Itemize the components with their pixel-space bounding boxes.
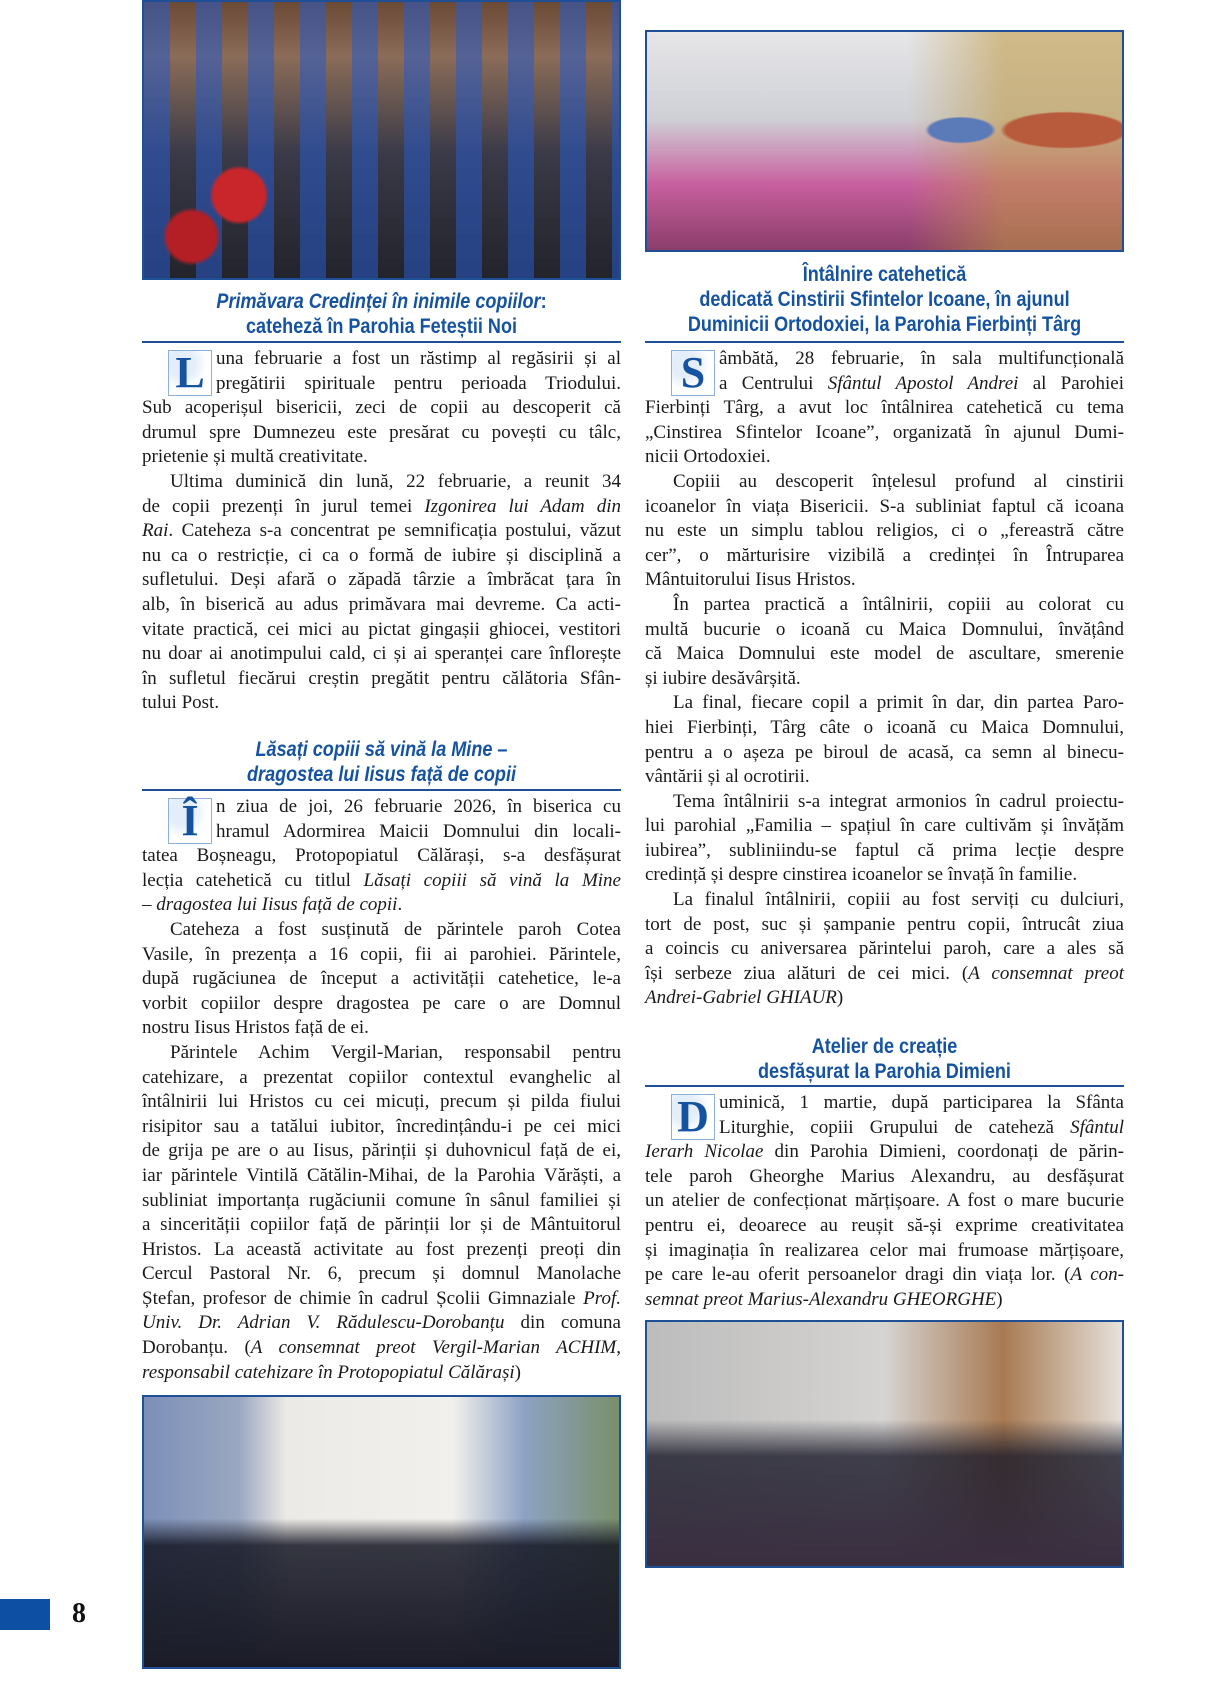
italic-text: Sfântul	[1070, 1116, 1124, 1138]
text-line: pe care le-au oferit persoanelor dragi din viața lor. (A con-	[645, 1264, 1124, 1286]
text-line: lui parohial „Familia – spațiul în care cultivăm și învățăm	[645, 815, 1124, 837]
title-punct: :	[540, 290, 547, 313]
text-line: vitate practică, cei mici au pictat gingașii ghiocei, vestitori	[142, 618, 621, 640]
title-line: cateheză în Parohia Feteștii Noi	[246, 315, 517, 338]
text-line: nu doar ai anotimpului cald, ci și ai speranței care înflorește	[142, 643, 621, 665]
paragraph	[645, 790, 1124, 888]
text-line: La finalul întâlnirii, copiii au fost serviți cu dulciuri,	[673, 889, 1124, 911]
text-line: lecția catehetică cu titlul Lăsați copiii să vină la Mine	[142, 869, 621, 891]
italic-text: – dragostea lui Iisus față de copii	[142, 894, 398, 916]
paragraph	[645, 888, 1124, 1011]
text-line: a coincis cu aniversarea părintelui paroh, care a ales să	[645, 938, 1124, 960]
text-line: după rugăciunea de început a activității catehetice, le-a	[142, 968, 621, 990]
text-line: Cateheza a fost susținută de părintele paroh Cotea	[170, 918, 621, 940]
text-line: tele paroh Gheorghe Marius Alexandru, au desfășurat	[645, 1165, 1124, 1187]
photo-catechesis-hall-fierbinti	[645, 30, 1124, 252]
italic-text: Univ. Dr. Adrian V. Rădulescu-Dorobanțu	[142, 1312, 505, 1334]
text-line: iar părintele Vintilă Cătălin-Mihai, de la Parohia Vărăști, a	[142, 1164, 621, 1186]
text-line: Andrei-Gabriel GHIAUR)	[645, 987, 844, 1009]
italic-text: Ierarh Nicolae	[645, 1141, 764, 1163]
text-line: Mântuitorului Iisus Hristos.	[645, 569, 856, 591]
article-body-intalnire	[645, 347, 1124, 1011]
text-line: pregătirii spirituale pentru perioada Triodului.	[216, 372, 621, 394]
article-body-primavara	[142, 347, 621, 716]
text-line: tului Post.	[142, 692, 220, 714]
text-line: multă bucurie o icoană cu Maica Domnului, învățând	[645, 618, 1124, 640]
italic-text: Prof.	[583, 1287, 621, 1309]
ornamental-dropcap-icon: S	[671, 350, 715, 396]
text-line: alb, în biserică au adus primăvara mai devreme. Ca acti-	[142, 593, 621, 615]
text-line: întâlnirii lui Hristos cu cei micuți, precum și pilda fiului	[142, 1091, 621, 1113]
text-line: „Cinstirea Sfintelor Icoane”, organizată în ajunul Dumi-	[645, 421, 1124, 443]
italic-text: Sfântul Apostol Andrei	[827, 372, 1019, 394]
text-line: hiei Fierbinți, Târg câte o icoană cu Maica Domnului,	[645, 716, 1124, 738]
text-line: nu este un simplu tablou religios, ci o „fereastră către	[645, 520, 1124, 542]
heading-rule	[645, 1085, 1124, 1087]
heading-rule	[142, 341, 621, 343]
text-line: drumul spre Dumnezeu este presărat cu povești cu tâlc,	[142, 421, 621, 443]
italic-text: responsabil catehizare în Protopopiatul Călărași	[142, 1361, 515, 1383]
paragraph	[645, 691, 1124, 789]
text-line: de copii prezenți în jurul temei Izgonirea lui Adam din	[142, 495, 621, 517]
text-line: Tema întâlnirii s-a integrat armonios în cadrul proiectu-	[673, 790, 1124, 812]
title-line: dedicată Cinstirii Sfintelor Icoane, în ajunul	[699, 288, 1070, 311]
text-line: Liturghie, copiii Grupului de cateheză Sfântul	[719, 1116, 1124, 1138]
text-line: vorbit copiilor despre dragostea pe care o are Domnul	[142, 992, 621, 1014]
heading-rule	[645, 341, 1124, 343]
text-line: Părintele Achim Vergil-Marian, responsabil pentru	[170, 1041, 621, 1063]
text-line: Cercul Pastoral Nr. 6, precum și domnul Manolache	[142, 1263, 621, 1285]
paragraph	[142, 918, 621, 1041]
title-line: Lăsați copiii să vină la Mine –	[255, 738, 508, 761]
photo-children-martisoare-dimieni	[645, 1320, 1124, 1568]
text-line: Vasile, în prezența a 16 copii, fii ai parohiei. Părintele,	[142, 943, 621, 965]
paragraph	[645, 347, 1124, 470]
text-line: una februarie a fost un răstimp al regăsirii și al	[216, 348, 621, 369]
text-line: și iubire desăvârșită.	[645, 667, 801, 689]
text-line: Ștefan, profesor de chimie în cadrul Școlii Gimnaziale Prof.	[142, 1287, 621, 1309]
text-line: catehizare, a prezentat copiilor contextul evanghelic al	[142, 1066, 621, 1088]
text-line: prietenie și multă creativitate.	[142, 446, 368, 468]
text-line: în sufletul fiecărui creștin pregătit pentru călătoria Sfân-	[142, 667, 621, 689]
text-line: nicii Ortodoxiei.	[645, 446, 771, 468]
paragraph	[142, 470, 621, 716]
text-line: își serbeze ziua alături de cei mici. (A consemnat preot	[645, 962, 1124, 984]
text-line: n ziua de joi, 26 februarie 2026, în biserica cu	[216, 796, 621, 817]
italic-text: Izgonirea lui Adam din	[424, 495, 621, 517]
article-title-lasati-copiii	[142, 737, 621, 787]
text-line: subliniat importanța rugăciunii comune în sânul familiei și	[142, 1189, 621, 1211]
text-line: Fierbinți Târg, a avut loc întâlnirea catehetică cu tema	[645, 397, 1124, 419]
article-body-lasati-copiii	[142, 795, 621, 1385]
text-line: cer”, o mărturisire vizibilă a credinței în Întruparea	[645, 544, 1124, 566]
article-title-intalnire-catehetica	[645, 262, 1124, 337]
text-line: hramul Adormirea Maicii Domnului din locali-	[216, 820, 621, 842]
text-line: vântării și al ocrotirii.	[645, 766, 810, 788]
ornamental-dropcap-icon: D	[671, 1094, 715, 1140]
article-title-atelier-creatie	[645, 1034, 1124, 1084]
text-line: semnat preot Marius-Alexandru GHEORGHE)	[645, 1288, 1003, 1310]
italic-text: semnat preot Marius-Alexandru GHEORGHE	[645, 1288, 997, 1310]
ornamental-dropcap-icon: Î	[168, 798, 212, 844]
text-line: âmbătă, 28 februarie, în sala multifuncțională	[719, 348, 1124, 369]
article-title-primavara	[142, 289, 621, 339]
text-line: Ierarh Nicolae din Parohia Dimieni, coordonați de părin-	[645, 1141, 1124, 1163]
title-line: desfășurat la Parohia Dimieni	[758, 1060, 1011, 1083]
text-line: În partea practică a întâlnirii, copiii au colorat cu	[673, 593, 1124, 615]
ornamental-dropcap-icon: L	[168, 350, 212, 396]
heading-rule	[142, 789, 621, 791]
page-number: 8	[72, 1598, 86, 1629]
text-line: Ultima duminică din lună, 22 februarie, a reunit 34	[170, 470, 621, 492]
text-line: responsabil catehizare în Protopopiatul Călărași)	[142, 1361, 521, 1383]
paragraph	[142, 1041, 621, 1385]
text-line: nu ca o restricție, ci ca o formă de iubire și disciplină a	[142, 544, 621, 566]
paragraph	[645, 1091, 1124, 1312]
paragraph	[142, 347, 621, 470]
title-line: Atelier de creație	[811, 1035, 958, 1058]
text-line: nostru Iisus Hristos față de ei.	[142, 1017, 369, 1039]
text-line: Sub acoperișul bisericii, zeci de copii au descoperit că	[142, 397, 621, 419]
text-line: uminică, 1 martie, după participarea la Sfânta	[719, 1092, 1124, 1113]
text-line: un atelier de confecționat mărțișoare. A fost o mare bucurie	[645, 1190, 1124, 1212]
text-line: a sincerității copiilor față de părinții lor și de Mântuitorul	[142, 1214, 621, 1236]
title-line: Primăvara Credinței în inimile copiilor	[216, 290, 541, 313]
paragraph	[142, 795, 621, 918]
text-line: iubirea”, subliniindu-se faptul că prima lecție despre	[645, 839, 1124, 861]
italic-text: A con-	[1070, 1264, 1124, 1286]
italic-text: Rai	[142, 520, 169, 542]
title-line: dragostea lui Iisus față de copii	[247, 763, 516, 786]
text-line: La final, fiecare copil a primit în dar, din partea Paro-	[673, 692, 1124, 714]
article-body-atelier	[645, 1091, 1124, 1312]
italic-text: Andrei-Gabriel GHIAUR	[645, 987, 837, 1009]
text-line: și imaginația în realizarea celor mai frumoase mărțișoare,	[645, 1239, 1124, 1261]
italic-text: A consemnat preot Vergil-Marian ACHIM,	[250, 1337, 621, 1359]
text-line: că Maica Domnului este model de ascultare, smerenie	[645, 643, 1124, 665]
text-line: icoanelor în viața Bisericii. S-a subliniat faptul că icoana	[645, 495, 1124, 517]
text-line: Univ. Dr. Adrian V. Rădulescu-Dorobanțu din comuna	[142, 1312, 621, 1334]
text-line: credință și despre cinstirea icoanelor se învață în familie.	[645, 864, 1078, 886]
text-line: pentru a o așeza pe biroul de acasă, ca semn al binecu-	[645, 741, 1124, 763]
text-line: de grija pe are o au Iisus, părinții și duhovnicul față de ei,	[142, 1140, 621, 1162]
text-line: – dragostea lui Iisus față de copii.	[142, 894, 403, 916]
title-line: Întâlnire catehetică	[802, 263, 967, 286]
page-tab-marker	[0, 1599, 50, 1630]
text-line: Dorobanțu. (A consemnat preot Vergil-Marian ACHIM,	[142, 1337, 621, 1359]
text-line: Rai. Cateheza s-a concentrat pe semnificația postului, văzut	[142, 520, 621, 542]
text-line: a Centrului Sfântul Apostol Andrei al Parohiei	[719, 372, 1124, 394]
italic-text: Lăsați copiii să vină la Mine	[363, 869, 621, 891]
paragraph	[645, 593, 1124, 691]
text-line: tort de post, suc și șampanie pentru copii, întrucât ziua	[645, 913, 1124, 935]
photo-group-at-church-bosneagu	[142, 1395, 621, 1669]
text-line: sufletului. Deși afară o zăpadă târzie a îmbrăcat țara în	[142, 569, 621, 591]
text-line: risipitor sau a tatălui iubitor, încredințându-i pe cei mici	[142, 1115, 621, 1137]
italic-text: A consemnat preot	[968, 962, 1124, 984]
text-line: Hristos. La această activitate au fost prezenți preoți din	[142, 1238, 621, 1260]
title-line: Duminicii Ortodoxiei, la Parohia Fierbinți Târg	[687, 313, 1082, 336]
paragraph	[645, 470, 1124, 593]
photo-children-with-snowdrop-paintings	[142, 0, 621, 280]
text-line: Copiii au descoperit înțelesul profund al cinstirii	[673, 470, 1124, 492]
text-line: pentru ei, deoarece au reușit să-și exprime creativitatea	[645, 1214, 1124, 1236]
text-line: tatea Boșneagu, Protopopiatul Călărași, s-a desfășurat	[142, 845, 621, 867]
